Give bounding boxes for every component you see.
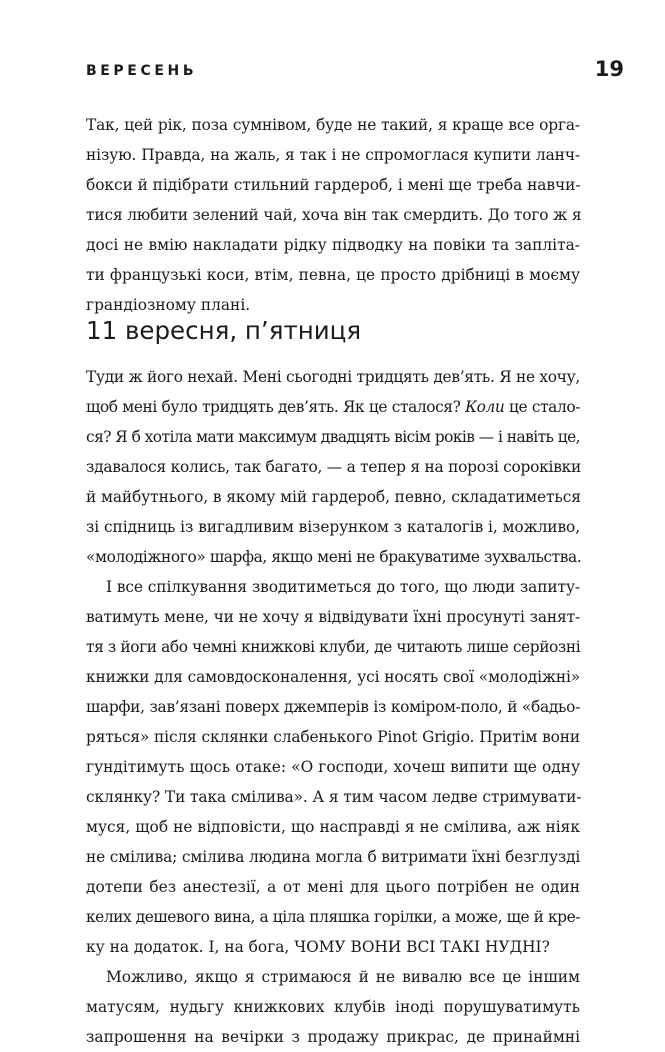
text-line: дотепи без анестезії, а от мені для цього потрібен не один: [86, 878, 580, 896]
text-line: ватимуть мене, чи не хочу я відвідувати їхні просунуті занят-: [86, 608, 580, 626]
emphasis-text: Коли: [465, 398, 505, 416]
text-line: тя з йоги або чемні книжкові клуби, де читають лише серйозні: [86, 638, 581, 656]
text-line: шарфи, зав’язані поверх джемперів із коміром-поло, й «бадьо-: [86, 698, 580, 716]
text-line: склянку? Ти така смілива». А я тим часом ледве стримувати-: [86, 788, 582, 806]
text-line: тися любити зелений чай, хоча він так смердить. До того ж я: [86, 206, 582, 224]
text-line: Можливо, якщо я стримаюся й не вивалю все це іншим: [106, 968, 580, 986]
text-line: й майбутнього, в якому мій гардероб, певно, складатиметься: [86, 488, 581, 506]
text-line: Так, цей рік, поза сумнівом, буде не такий, я краще все орга-: [86, 116, 580, 134]
text-line: ся? Я б хотіла мати максимум двадцять вісім років — і навіть це,: [86, 428, 580, 446]
text-line: [86, 392, 580, 422]
text-line: І все спілкування зводитиметься до того, що люди запиту-: [106, 578, 580, 596]
text-line: ряться» після склянки слабенького Pinot Grigio. Притім вони: [86, 728, 580, 746]
diary-entry-body: [86, 362, 580, 1052]
page-number: 19: [594, 57, 624, 81]
text-line: здавалося колись, так багато, — а тепер я на порозі сороківки: [86, 458, 582, 476]
text-line: запрошення на вечірки з продажу прикрас, де принаймні: [86, 1028, 580, 1046]
text-line: ти французькі коси, втім, певна, це просто дрібниці в моєму: [86, 266, 580, 284]
intro-paragraph: [86, 110, 580, 320]
text-line: келих дешевого вина, а ціла пляшка горілки, а може, ще й кре-: [86, 908, 580, 926]
text-line: книжки для самовдосконалення, усі носять свої «молодіжні»: [86, 668, 580, 686]
text-line: зі спідниць із вигадливим візерунком з каталогів і, можливо,: [86, 518, 580, 536]
text-run: це стало-: [504, 398, 580, 416]
chapter-title: ВЕРЕСЕНЬ: [86, 63, 198, 79]
text-line: грандіозному плані.: [86, 296, 251, 314]
text-line: ку на додаток. І, на бога, ЧОМУ ВОНИ ВСІ ТАКІ НУДНІ?: [86, 938, 550, 956]
text-line: «молодіжного» шарфа, якщо мені не бракуватиме зухвальства.: [86, 548, 582, 566]
text-line: гундітимуть щось отаке: «О господи, хочеш випити ще одну: [86, 758, 580, 776]
text-line: матусям, нудьгу книжкових клубів іноді порушуватимуть: [86, 998, 580, 1016]
text-run: щоб мені було тридцять дев’ять. Як це сталося?: [86, 398, 466, 416]
text-line: не смілива; смілива людина могла б витримати їхні безглузді: [86, 848, 581, 866]
text-line: нізую. Правда, на жаль, я так і не спромоглася купити ланч-: [86, 146, 580, 164]
running-head: [86, 57, 624, 87]
text-line: Туди ж його нехай. Мені сьогодні тридцять дев’ять. Я не хочу,: [86, 368, 580, 386]
diary-entry-heading: 11 вересня, п’ятниця: [86, 316, 362, 345]
text-line: бокси й підібрати стильний гардероб, і мені ще треба навчи-: [86, 176, 581, 194]
text-line: муся, щоб не відповісти, що насправді я не смілива, аж ніяк: [86, 818, 580, 836]
text-line: досі не вмію накладати рідку підводку на повіки та запліта-: [86, 236, 580, 254]
